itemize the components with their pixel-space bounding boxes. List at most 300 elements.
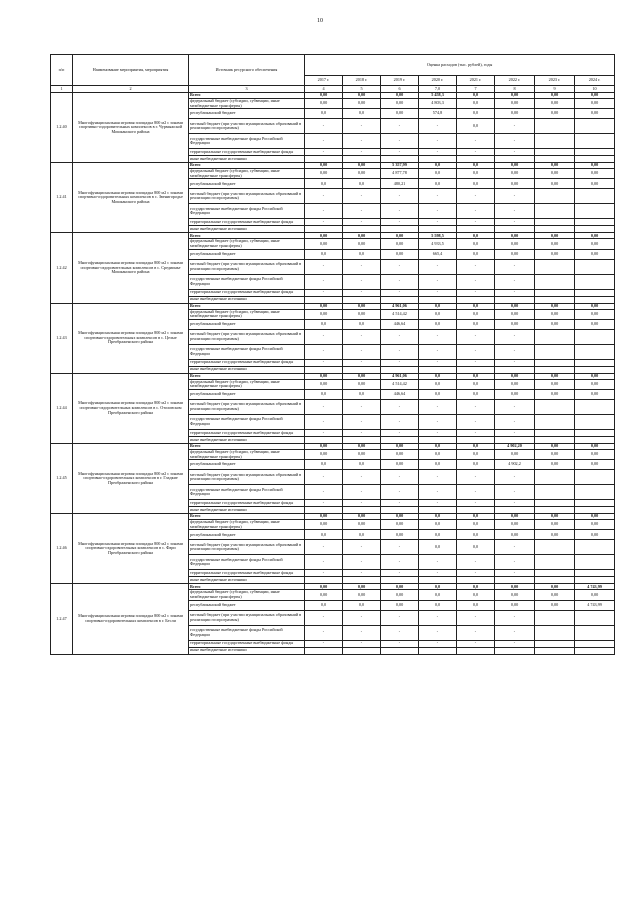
amount-cell (495, 226, 535, 233)
amount-cell (343, 507, 381, 514)
amount-cell (305, 577, 343, 584)
amount-cell: 0,0 (457, 119, 495, 134)
source-label: республиканский бюджет (189, 179, 305, 189)
amount-cell: 0,00 (495, 590, 535, 600)
amount-cell: 0,00 (343, 239, 381, 249)
source-label: Всего (189, 584, 305, 590)
amount-cell (575, 540, 615, 555)
amount-cell: 0,00 (535, 389, 575, 399)
amount-cell: 446,64 (381, 319, 419, 329)
source-label: местный бюджет (при участии муниципальных образований в реализации госпрограммы) (189, 470, 305, 485)
header-col-number: 7 (457, 86, 495, 93)
amount-cell: - (495, 344, 535, 359)
amount-cell: 4 514,42 (381, 309, 419, 319)
amount-cell: 0,0 (419, 540, 457, 555)
amount-cell: 0,00 (535, 233, 575, 239)
amount-cell (535, 577, 575, 584)
amount-cell: 0,00 (575, 93, 615, 99)
amount-cell: - (419, 119, 457, 134)
amount-cell (535, 399, 575, 414)
amount-cell: 0,00 (343, 443, 381, 449)
source-label: иные внебюджетные источники (189, 156, 305, 163)
amount-cell: - (457, 204, 495, 219)
amount-cell (305, 366, 343, 373)
amount-cell (381, 226, 419, 233)
amount-cell: 0,00 (343, 169, 381, 179)
amount-cell: 0,00 (495, 600, 535, 610)
item-name: Многофункциональная игровая площадка 800 м2 с зонами спортивно-оздоровительных комплексов в с. Отоловском Преображенского района (73, 373, 189, 443)
amount-cell: 0,0 (457, 309, 495, 319)
amount-cell (381, 647, 419, 654)
source-label: иные внебюджетные источники (189, 226, 305, 233)
amount-cell: 4 743,99 (575, 600, 615, 610)
header-col-number: 7,0 (419, 86, 457, 93)
amount-cell: - (419, 555, 457, 570)
amount-cell: - (457, 610, 495, 625)
amount-cell: 0,00 (575, 389, 615, 399)
amount-cell: 0,00 (305, 520, 343, 530)
amount-cell: 0,00 (381, 600, 419, 610)
amount-cell: 0,00 (575, 233, 615, 239)
amount-cell: 0,00 (575, 514, 615, 520)
source-label: федеральный бюджет (субсидии, субвенции, иные межбюджетные трансферты) (189, 449, 305, 459)
amount-cell: 0,0 (305, 109, 343, 119)
amount-cell: 0,00 (381, 443, 419, 449)
amount-cell: - (343, 485, 381, 500)
source-label: иные внебюджетные источники (189, 647, 305, 654)
amount-cell (575, 640, 615, 647)
amount-cell: - (381, 555, 419, 570)
amount-cell: - (419, 625, 457, 640)
amount-cell: 0,00 (535, 169, 575, 179)
amount-cell: 0,00 (535, 379, 575, 389)
amount-cell: - (419, 470, 457, 485)
amount-cell (343, 156, 381, 163)
amount-cell (575, 429, 615, 436)
source-label: территориальные государственные внебюджетные фонды (189, 219, 305, 226)
header-year: 2018 г. (343, 76, 381, 86)
amount-cell (535, 289, 575, 296)
amount-cell (575, 149, 615, 156)
amount-cell: 0,0 (457, 373, 495, 379)
amount-cell (575, 274, 615, 289)
amount-cell: 0,0 (457, 163, 495, 169)
amount-cell: - (305, 119, 343, 134)
amount-cell (535, 189, 575, 204)
amount-cell: - (343, 149, 381, 156)
amount-cell: - (495, 500, 535, 507)
amount-cell (575, 226, 615, 233)
amount-cell: - (457, 289, 495, 296)
amount-cell: 0,0 (305, 530, 343, 540)
source-label: Всего (189, 163, 305, 169)
amount-cell: 0,00 (305, 93, 343, 99)
amount-cell (495, 577, 535, 584)
amount-cell: 0,00 (495, 584, 535, 590)
amount-cell (575, 555, 615, 570)
item-number: 1.2.45 (51, 443, 73, 513)
amount-cell: 0,00 (535, 303, 575, 309)
amount-cell: - (457, 149, 495, 156)
source-label: Всего (189, 233, 305, 239)
amount-cell (575, 570, 615, 577)
item-name: Многофункциональная игровая площадка 800 м2 с зонами спортивно-оздоровительных комплексов в г. Гладкие Преображенского района (73, 443, 189, 513)
amount-cell: 0,0 (457, 239, 495, 249)
amount-cell: - (343, 640, 381, 647)
amount-cell (419, 577, 457, 584)
amount-cell: 4 743,99 (575, 584, 615, 590)
amount-cell: 0,0 (457, 303, 495, 309)
amount-cell: - (343, 274, 381, 289)
amount-cell: - (381, 189, 419, 204)
amount-cell: 0,00 (381, 249, 419, 259)
amount-cell: 480,21 (381, 179, 419, 189)
header-year: 2021 г. (457, 76, 495, 86)
amount-cell: 0,00 (343, 303, 381, 309)
amount-cell: - (419, 359, 457, 366)
amount-cell: 0,00 (535, 449, 575, 459)
amount-cell: - (305, 289, 343, 296)
amount-cell: - (495, 219, 535, 226)
amount-cell (575, 329, 615, 344)
header-col-number: 9 (535, 86, 575, 93)
amount-cell (575, 625, 615, 640)
header-source: Источник ресурсного обеспечения (189, 55, 305, 86)
amount-cell: - (343, 414, 381, 429)
amount-cell: - (343, 344, 381, 359)
amount-cell: - (305, 570, 343, 577)
amount-cell: - (419, 344, 457, 359)
amount-cell (457, 507, 495, 514)
amount-cell: - (457, 500, 495, 507)
amount-cell (575, 259, 615, 274)
amount-cell: 0,00 (381, 460, 419, 470)
amount-cell: 0,00 (495, 249, 535, 259)
amount-cell: - (381, 204, 419, 219)
amount-cell: - (305, 134, 343, 149)
amount-cell: - (457, 470, 495, 485)
amount-cell (535, 414, 575, 429)
amount-cell: 0,0 (457, 584, 495, 590)
amount-cell: - (419, 149, 457, 156)
amount-cell (495, 436, 535, 443)
amount-cell: 0,0 (343, 179, 381, 189)
amount-cell: 0,00 (343, 514, 381, 520)
amount-cell: 0,00 (381, 239, 419, 249)
amount-cell (535, 329, 575, 344)
source-label: государственные внебюджетные фонды Российской Федерации (189, 344, 305, 359)
amount-cell: 0,00 (535, 460, 575, 470)
amount-cell: 0,0 (305, 600, 343, 610)
amount-cell: - (343, 189, 381, 204)
amount-cell (535, 296, 575, 303)
amount-cell (535, 436, 575, 443)
amount-cell: - (495, 274, 535, 289)
amount-cell: 0,0 (419, 590, 457, 600)
item-number: 1.2.44 (51, 373, 73, 443)
amount-cell: - (305, 399, 343, 414)
amount-cell: - (495, 414, 535, 429)
source-label: государственные внебюджетные фонды Российской Федерации (189, 625, 305, 640)
amount-cell: - (457, 329, 495, 344)
header-year: 2024 г. (575, 76, 615, 86)
amount-cell (575, 436, 615, 443)
item-name: Многофункциональная игровая площадка 800 м2 с зонами спортивно-оздоровительных комплексов в с. Целые Преображенского района (73, 303, 189, 373)
amount-cell: 0,00 (305, 99, 343, 109)
amount-cell: - (495, 640, 535, 647)
source-label: территориальные государственные внебюджетные фонды (189, 359, 305, 366)
amount-cell: - (495, 134, 535, 149)
amount-cell: - (419, 414, 457, 429)
amount-cell: - (419, 640, 457, 647)
amount-cell: 0,00 (575, 520, 615, 530)
amount-cell: 0,00 (381, 520, 419, 530)
amount-cell: - (495, 259, 535, 274)
amount-cell: - (305, 329, 343, 344)
amount-cell: 0,00 (495, 514, 535, 520)
amount-cell: 5 458,3 (419, 93, 457, 99)
amount-cell: 0,0 (419, 179, 457, 189)
amount-cell: - (419, 329, 457, 344)
amount-cell: - (343, 134, 381, 149)
source-label: иные внебюджетные источники (189, 577, 305, 584)
item-name: Многофункциональная игровая площадка 800 м2 с зонами спортивно-оздоровительных комплексов в с. Звенигородье Мошканского района (73, 163, 189, 233)
amount-cell: - (457, 570, 495, 577)
amount-cell (419, 647, 457, 654)
item-name: Многофункциональная игровая площадка 800 м2 с зонами спортивно-оздоровительных комплексов в г. Чурмыжской Мошканского района (73, 93, 189, 163)
amount-cell: 0,0 (305, 389, 343, 399)
amount-cell (575, 156, 615, 163)
amount-cell: 0,0 (457, 93, 495, 99)
source-label: местный бюджет (при участии муниципальных образований в реализации госпрограммы) (189, 329, 305, 344)
source-label: местный бюджет (при участии муниципальных образований в реализации госпрограммы) (189, 119, 305, 134)
amount-cell: - (457, 359, 495, 366)
amount-cell: 0,0 (457, 443, 495, 449)
header-col-number: 1 (51, 86, 73, 93)
amount-cell: 0,00 (575, 309, 615, 319)
source-label: местный бюджет (при участии муниципальных образований в реализации госпрограммы) (189, 399, 305, 414)
source-label: иные внебюджетные источники (189, 366, 305, 373)
amount-cell: - (457, 399, 495, 414)
amount-cell: 4 803,3 (419, 99, 457, 109)
amount-cell: - (495, 204, 535, 219)
amount-cell: - (305, 610, 343, 625)
amount-cell: 0,00 (343, 309, 381, 319)
amount-cell: 0,00 (381, 530, 419, 540)
amount-cell: 0,00 (535, 584, 575, 590)
amount-cell (381, 156, 419, 163)
amount-cell: 4 877,78 (381, 169, 419, 179)
amount-cell (457, 436, 495, 443)
amount-cell (535, 149, 575, 156)
amount-cell: - (495, 485, 535, 500)
amount-cell: - (457, 485, 495, 500)
amount-cell: 0,00 (381, 233, 419, 239)
amount-cell: 0,00 (575, 179, 615, 189)
amount-cell: 0,00 (305, 584, 343, 590)
source-label: местный бюджет (при участии муниципальных образований в реализации госпрограммы) (189, 540, 305, 555)
amount-cell: - (381, 259, 419, 274)
amount-cell: - (305, 485, 343, 500)
source-label: государственные внебюджетные фонды Российской Федерации (189, 555, 305, 570)
amount-cell (575, 414, 615, 429)
amount-cell: 0,00 (495, 373, 535, 379)
item-number: 1.2.40 (51, 93, 73, 163)
amount-cell: 0,00 (343, 93, 381, 99)
amount-cell: 0,00 (535, 520, 575, 530)
amount-cell: - (419, 570, 457, 577)
amount-cell: 0,00 (343, 520, 381, 530)
amount-cell: 4 902,2 (495, 460, 535, 470)
amount-cell: 0,00 (305, 379, 343, 389)
amount-cell: - (381, 540, 419, 555)
amount-cell: 0,00 (305, 303, 343, 309)
amount-cell: 0,00 (535, 600, 575, 610)
amount-cell: - (305, 359, 343, 366)
amount-cell: 0,00 (495, 303, 535, 309)
amount-cell: - (419, 274, 457, 289)
amount-cell: 0,0 (343, 460, 381, 470)
amount-cell: - (419, 610, 457, 625)
source-label: территориальные государственные внебюджетные фонды (189, 149, 305, 156)
amount-cell: 0,00 (495, 379, 535, 389)
amount-cell: 0,00 (381, 514, 419, 520)
amount-cell: - (343, 119, 381, 134)
amount-cell: - (457, 219, 495, 226)
amount-cell: 0,00 (575, 239, 615, 249)
amount-cell: - (305, 259, 343, 274)
amount-cell: 0,0 (419, 460, 457, 470)
amount-cell (343, 226, 381, 233)
amount-cell: 0,00 (381, 590, 419, 600)
amount-cell (535, 119, 575, 134)
source-label: иные внебюджетные источники (189, 507, 305, 514)
amount-cell (535, 204, 575, 219)
header-name: Наименование мероприятия, мероприятия (73, 55, 189, 86)
source-label: республиканский бюджет (189, 249, 305, 259)
amount-cell: 0,00 (535, 309, 575, 319)
amount-cell: - (457, 274, 495, 289)
amount-cell: - (495, 289, 535, 296)
header-year: 2023 г. (535, 76, 575, 86)
amount-cell (495, 366, 535, 373)
amount-cell: 0,00 (535, 443, 575, 449)
amount-cell: - (343, 610, 381, 625)
header-col-number: 8 (495, 86, 535, 93)
amount-cell (343, 577, 381, 584)
amount-cell: - (457, 259, 495, 274)
amount-cell: - (419, 204, 457, 219)
source-label: территориальные государственные внебюджетные фонды (189, 500, 305, 507)
amount-cell: 0,00 (535, 109, 575, 119)
amount-cell: - (381, 500, 419, 507)
amount-cell: - (419, 485, 457, 500)
header-col-number: 3 (189, 86, 305, 93)
amount-cell: 0,00 (575, 303, 615, 309)
amount-cell: - (305, 500, 343, 507)
amount-cell (305, 296, 343, 303)
source-label: республиканский бюджет (189, 389, 305, 399)
amount-cell: 0,00 (495, 93, 535, 99)
amount-cell (305, 156, 343, 163)
amount-cell: 0,0 (419, 379, 457, 389)
amount-cell: 0,00 (495, 449, 535, 459)
amount-cell: - (457, 189, 495, 204)
amount-cell (575, 359, 615, 366)
amount-cell (575, 289, 615, 296)
amount-cell: 0,00 (305, 449, 343, 459)
amount-cell: 0,0 (419, 600, 457, 610)
amount-cell: - (343, 570, 381, 577)
source-label: Всего (189, 303, 305, 309)
amount-cell: 0,0 (419, 163, 457, 169)
amount-cell (535, 134, 575, 149)
amount-cell: 0,00 (305, 514, 343, 520)
source-label: федеральный бюджет (субсидии, субвенции, иные межбюджетные трансферты) (189, 520, 305, 530)
source-label: территориальные государственные внебюджетные фонды (189, 429, 305, 436)
amount-cell (575, 219, 615, 226)
amount-cell: - (381, 134, 419, 149)
source-label: республиканский бюджет (189, 600, 305, 610)
amount-cell (535, 625, 575, 640)
source-label: местный бюджет (при участии муниципальных образований в реализации госпрограммы) (189, 189, 305, 204)
source-label: местный бюджет (при участии муниципальных образований в реализации госпрограммы) (189, 259, 305, 274)
amount-cell (457, 226, 495, 233)
header-col-number: 6 (381, 86, 419, 93)
amount-cell (535, 570, 575, 577)
item-number: 1.2.43 (51, 303, 73, 373)
amount-cell: - (343, 625, 381, 640)
amount-cell: 0,00 (381, 584, 419, 590)
amount-cell: 0,0 (419, 309, 457, 319)
amount-cell: 0,0 (457, 169, 495, 179)
amount-cell: 0,00 (495, 239, 535, 249)
amount-cell: 0,00 (495, 163, 535, 169)
amount-cell: 4 961,06 (381, 303, 419, 309)
amount-cell: 0,00 (575, 449, 615, 459)
amount-cell: - (305, 414, 343, 429)
amount-cell: 0,00 (495, 99, 535, 109)
amount-cell: 0,00 (575, 109, 615, 119)
amount-cell: - (381, 485, 419, 500)
amount-cell (457, 366, 495, 373)
source-label: территориальные государственные внебюджетные фонды (189, 289, 305, 296)
amount-cell: - (419, 500, 457, 507)
amount-cell: 0,00 (343, 379, 381, 389)
amount-cell: - (381, 399, 419, 414)
amount-cell: - (381, 344, 419, 359)
amount-cell: 0,0 (457, 233, 495, 239)
amount-cell: - (495, 119, 535, 134)
amount-cell: - (381, 119, 419, 134)
amount-cell (457, 156, 495, 163)
amount-cell (575, 366, 615, 373)
amount-cell: 0,00 (575, 460, 615, 470)
amount-cell: - (305, 204, 343, 219)
amount-cell (535, 366, 575, 373)
source-label: территориальные государственные внебюджетные фонды (189, 570, 305, 577)
amount-cell (419, 296, 457, 303)
source-label: государственные внебюджетные фонды Российской Федерации (189, 134, 305, 149)
amount-cell: - (343, 219, 381, 226)
amount-cell: - (305, 219, 343, 226)
amount-cell: - (381, 429, 419, 436)
amount-cell: 665,4 (419, 249, 457, 259)
source-label: территориальные государственные внебюджетные фонды (189, 640, 305, 647)
amount-cell: 0,00 (495, 169, 535, 179)
amount-cell (535, 156, 575, 163)
amount-cell (419, 156, 457, 163)
